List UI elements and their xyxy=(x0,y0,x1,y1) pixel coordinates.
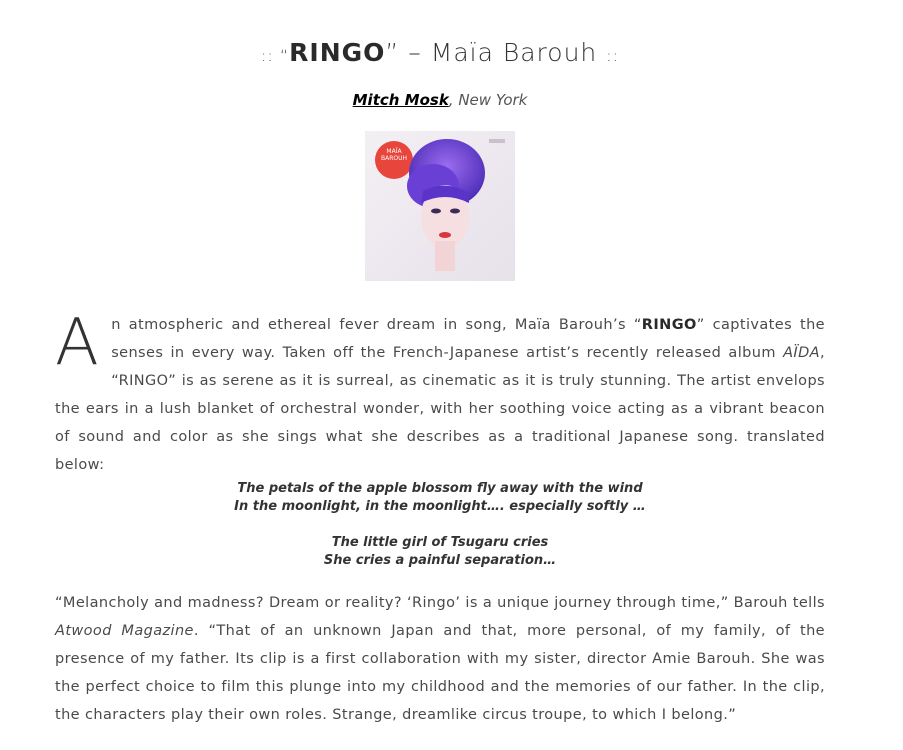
lyric-line: The petals of the apple blossom fly away with the wind xyxy=(237,481,643,496)
title-end: :: xyxy=(606,46,619,65)
p2-text-1: “Melancholy and madness? Dream or reality? ‘Ringo’ is a unique journey through time,” Barouh tells xyxy=(55,595,825,611)
p1-text-1: n atmospheric and ethereal fever dream in song, Maïa Barouh’s “ xyxy=(111,317,642,333)
album-cover-image xyxy=(365,131,515,281)
lyric-line: She cries a painful separation… xyxy=(323,553,557,568)
lyrics-stanza-1 xyxy=(0,480,880,516)
p1-text-3: , “RINGO” is as serene as it is surreal, as cinematic as it is truly stunning. The artist envelops the ears in a lush blanket of orchestral wonder, with her soothing voice acting as a vibrant beacon of sound and color as she sings what she describes as a traditional Japanese song. translated below: xyxy=(55,345,825,473)
p1-album-name: AÏDA xyxy=(783,345,820,361)
title-prefix: :: “ xyxy=(261,46,290,65)
publication-name: Atwood Magazine xyxy=(55,623,194,639)
cover-portrait-illustration xyxy=(365,131,515,281)
author-link[interactable]: Mitch Mosk xyxy=(352,91,449,109)
article-title xyxy=(0,38,880,67)
lyric-line: The little girl of Tsugaru cries xyxy=(331,535,549,550)
p1-text-2: ” captivates the senses in every way. Taken off the French-Japanese artist’s recently released album xyxy=(111,317,825,361)
byline-location: , New York xyxy=(448,91,528,109)
lyrics-stanza-2 xyxy=(0,534,880,570)
p2-text-2: . “That of an unknown Japan and that, more personal, of my family, of the presence of my father. Its clip is a first collaboration with my sister, director Amie Barouh. She was the perfect choice to film this plunge into my childhood and the memories of our father. In the clip, the characters play their own roles. Strange, dreamlike circus troupe, to which I belong.” xyxy=(55,623,825,723)
lyric-line: In the moonlight, in the moonlight…. especially softly … xyxy=(234,499,646,514)
cover-badge: MAÏA BAROUH xyxy=(375,141,413,179)
title-song: RINGO xyxy=(289,38,386,67)
intro-paragraph xyxy=(55,306,825,479)
quote-paragraph xyxy=(55,589,825,729)
drop-cap: A xyxy=(55,306,100,380)
title-suffix: ” – Maïa Barouh xyxy=(385,38,598,67)
p1-song-name: RINGO xyxy=(641,317,697,333)
byline xyxy=(0,91,880,109)
